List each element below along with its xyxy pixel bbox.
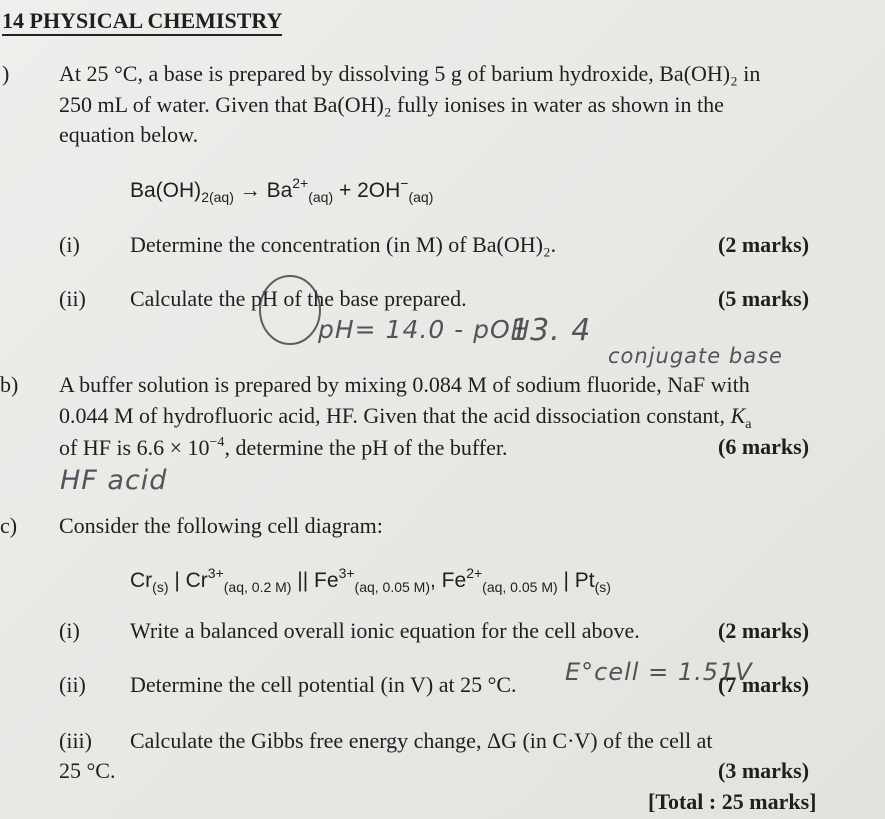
question-a-i-text: Determine the concentration (in M) of Ba(OH)₂. (130, 232, 557, 257)
cell-fe2-sup: 2+ (466, 565, 483, 581)
question-a-i-num: (i) (59, 232, 80, 257)
question-b-line3-tail: , determine the pH of the buffer. (224, 435, 508, 460)
handwritten-ph-note: pH= 14.0 - pOH (318, 315, 531, 344)
question-a-ii-num: (ii) (59, 286, 86, 311)
handwritten-conjugate-base: conjugate base (608, 344, 783, 368)
question-a-ii-text: Calculate the pH of the base prepared. (130, 286, 467, 311)
eq-product2-sup: − (400, 175, 409, 191)
question-c-i-marks: (2 marks) (718, 618, 810, 643)
question-c-ii-num: (ii) (59, 672, 86, 697)
eq-product1-sub: (aq) (308, 189, 334, 205)
handwritten-ph-answer: 13. 4 (510, 313, 592, 348)
cell-diagram (130, 566, 611, 594)
cell-fe2: , Fe (430, 569, 467, 592)
section-title (2, 10, 282, 32)
question-a-line2: 250 mL of water. Given that Ba(OH)₂ fully ionises in water as shown in the (59, 92, 724, 117)
cell-pt: | Pt (557, 569, 595, 592)
question-b-marker: b) (0, 372, 19, 397)
question-c-iii-num: (iii) (59, 728, 92, 753)
cell-fe2-sub: (aq, 0.05 M) (482, 579, 558, 595)
section-title-text: 14 PHYSICAL CHEMISTRY (2, 8, 282, 36)
eq-arrow: → (239, 179, 261, 202)
cell-cr-ion-sup: 3+ (207, 565, 224, 581)
cell-cr-ion-sub: (aq, 0.2 M) (223, 579, 292, 595)
question-c-i-text: Write a balanced overall ionic equation for the cell above. (130, 618, 640, 643)
eq-product2-sub: (aq) (408, 189, 434, 205)
question-b-line3-text: of HF is 6.6 × 10 (59, 435, 210, 460)
cell-pt-sub: (s) (594, 579, 611, 595)
cell-cr-sub: (s) (152, 579, 169, 595)
eq-reactant-sub: 2(aq) (201, 189, 234, 205)
ka-exponent: −4 (209, 435, 225, 450)
cell-fe3: || Fe (291, 569, 339, 592)
question-a-ii-marks: (5 marks) (718, 286, 810, 311)
cell-cr-ion: | Cr (168, 569, 208, 592)
question-c-iii-text1: Calculate the Gibbs free energy change, ΔG (in C·V) of the cell at (130, 728, 713, 753)
question-c-i-num: (i) (59, 618, 80, 643)
question-a-line1: At 25 °C, a base is prepared by dissolving 5 g of barium hydroxide, Ba(OH)₂ in (59, 61, 761, 86)
handwritten-hf-acid: HF acid (60, 465, 168, 496)
total-marks: [Total : 25 marks] (648, 789, 817, 814)
question-c-ii-marks: (7 marks) (718, 672, 810, 697)
question-b-line1: A buffer solution is prepared by mixing 0.084 M of sodium fluoride, NaF with (59, 372, 750, 397)
question-a-i-marks: (2 marks) (718, 232, 810, 257)
eq-plus: + (338, 179, 352, 202)
cell-cr: Cr (130, 569, 153, 592)
question-c-intro: Consider the following cell diagram: (59, 513, 383, 538)
question-c-iii-text2: 25 °C. (59, 758, 116, 783)
ka-symbol: K (730, 403, 746, 428)
handwritten-ecell: E°cell = 1.51V (565, 658, 753, 686)
dissociation-equation (130, 176, 433, 204)
eq-reactant: Ba(OH) (130, 179, 202, 202)
cell-fe3-sub: (aq, 0.05 M) (354, 579, 431, 595)
question-b-line2 (59, 405, 751, 432)
question-c-iii-marks: (3 marks) (718, 758, 810, 783)
question-c-marker: c) (0, 513, 18, 538)
ka-sub: a (745, 417, 752, 432)
ph-circle-annotation (255, 272, 325, 352)
question-b-line2-text: 0.044 M of hydrofluoric acid, HF. Given that the acid dissociation constant, (59, 403, 726, 428)
eq-product2: 2OH (357, 179, 401, 202)
question-b-marks: (6 marks) (718, 434, 810, 459)
question-b-line3 (59, 436, 508, 459)
question-c-ii-text: Determine the cell potential (in V) at 25 °C. (130, 672, 517, 697)
question-a-marker: ) (2, 61, 10, 86)
question-a-line3: equation below. (59, 122, 199, 147)
eq-product1: Ba (266, 179, 293, 202)
cell-fe3-sup: 3+ (338, 565, 355, 581)
eq-product1-sup: 2+ (292, 175, 309, 191)
